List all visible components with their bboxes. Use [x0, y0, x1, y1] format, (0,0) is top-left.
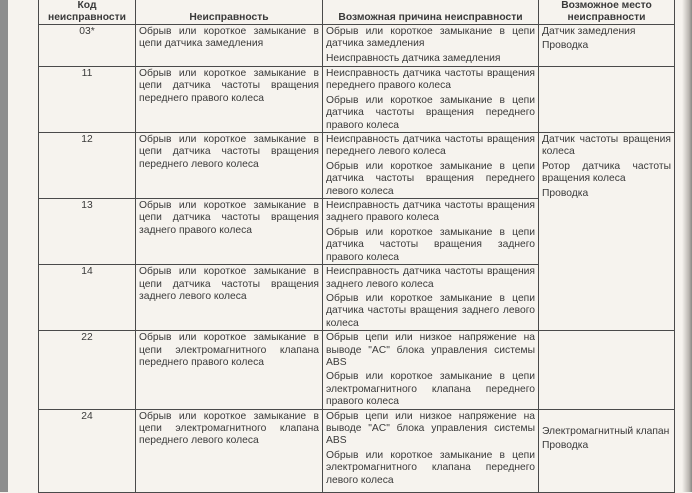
place-text: Проводка	[542, 40, 589, 52]
fault-causes	[323, 265, 539, 331]
header-cause: Возможная причина неисправности	[323, 0, 539, 25]
cause-text: Неисправность датчика частоты вращения заднего левого колеса	[326, 266, 535, 290]
cause-text: Обрыв или короткое замыкание в цепи электромагнитного клапана переднего левого колеса	[326, 449, 535, 486]
fault-description	[136, 409, 323, 492]
cause-text: Обрыв цепи или низкое напряжение на выводе "AC" блока управления системы ABS	[326, 332, 535, 368]
fault-text: Обрыв или короткое замыкание в цепи датчика частоты вращения заднего правого колеса	[139, 200, 319, 236]
fault-description	[136, 331, 323, 409]
fault-causes	[323, 409, 539, 492]
cause-text: Обрыв цепи или низкое напряжение на выводе "AC" блока управления системы ABS	[326, 410, 535, 447]
fault-causes	[323, 199, 539, 265]
scan-left-edge	[0, 0, 8, 492]
cause-text: Неисправность датчика замедления	[326, 52, 501, 64]
place-text: Электромагнитный клапан	[542, 425, 670, 437]
fault-places	[539, 133, 675, 331]
table-row	[39, 25, 675, 67]
fault-places	[539, 409, 675, 492]
fault-description	[136, 133, 323, 199]
fault-code: 24	[39, 409, 136, 492]
fault-code: 13	[39, 199, 136, 265]
fault-text: Обрыв или короткое замыкание в цепи датчика частоты вращения заднего левого колеса	[139, 266, 319, 302]
place-text: Ротор датчика частоты вращения колеса	[542, 160, 671, 185]
fault-description	[136, 25, 323, 67]
fault-places-empty	[539, 67, 675, 133]
cause-text: Обрыв или короткое замыкание в цепи датчика частоты вращения переднего левого колеса	[326, 160, 535, 197]
fault-text: Обрыв или короткое замыкание в цепи электромагнитного клапана переднего левого колеса	[139, 410, 319, 447]
cause-text: Обрыв или короткое замыкание в цепи датчика частоты вращения переднего правого колеса	[326, 94, 535, 131]
place-text: Датчик замедления	[542, 26, 636, 37]
fault-text: Обрыв или короткое замыкание в цепи датчика частоты вращения переднего левого колеса	[139, 134, 319, 170]
cause-text: Обрыв или короткое замыкание в цепи датчика замедления	[326, 26, 535, 50]
header-place: Возможное место неисправности	[539, 0, 675, 25]
fault-description	[136, 265, 323, 331]
table-header-row	[39, 0, 675, 25]
fault-description	[136, 67, 323, 133]
fault-description	[136, 199, 323, 265]
fault-code: 14	[39, 265, 136, 331]
fault-causes	[323, 67, 539, 133]
header-code: Код неисправности	[39, 0, 136, 25]
fault-code-table	[38, 0, 675, 493]
cause-text: Обрыв или короткое замыкание в цепи электромагнитного клапана переднего правого колеса	[326, 371, 535, 408]
scan-right-edge	[682, 0, 692, 492]
fault-causes	[323, 331, 539, 409]
cause-text: Обрыв или короткое замыкание в цепи датчика частоты вращения заднего правого колеса	[326, 226, 535, 263]
header-fault: Неисправность	[136, 0, 323, 25]
cause-text: Неисправность датчика частоты вращения переднего правого колеса	[326, 68, 535, 92]
table-row	[39, 133, 675, 199]
place-text: Датчик частоты вращения колеса	[542, 134, 671, 158]
fault-code: 03*	[39, 25, 136, 67]
table-row	[39, 67, 675, 133]
fault-text: Обрыв или короткое замыкание в цепи датчика частоты вращения переднего правого колеса	[139, 68, 319, 104]
cause-text: Неисправность датчика частоты вращения переднего левого колеса	[326, 134, 535, 158]
table-row	[39, 331, 675, 409]
fault-code: 22	[39, 331, 136, 409]
fault-places	[539, 25, 675, 67]
place-text: Проводка	[542, 439, 589, 451]
cause-text: Обрыв или короткое замыкание в цепи датчика частоты вращения заднего левого колеса	[326, 292, 535, 329]
fault-causes	[323, 133, 539, 199]
table-row	[39, 409, 675, 492]
fault-code: 11	[39, 67, 136, 133]
fault-text: Обрыв или короткое замыкание в цепи электромагнитного клапана переднего правого колеса	[139, 332, 319, 368]
cause-text: Неисправность датчика частоты вращения заднего правого колеса	[326, 200, 535, 224]
fault-code: 12	[39, 133, 136, 199]
fault-text: Обрыв или короткое замыкание в цепи датчика замедления	[139, 26, 319, 50]
fault-places-empty	[539, 331, 675, 409]
fault-causes	[323, 25, 539, 67]
place-text: Проводка	[542, 187, 589, 199]
